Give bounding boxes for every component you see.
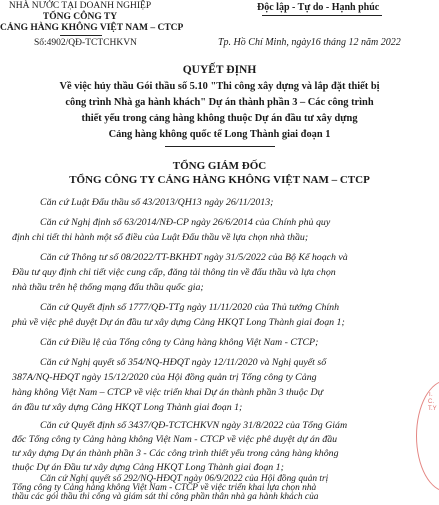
national-motto: Độc lập - Tự do - Hạnh phúc bbox=[257, 2, 380, 13]
authority-line-1: TỔNG GIÁM ĐỐC bbox=[172, 160, 267, 172]
subject-underline bbox=[165, 146, 275, 147]
issuer-line-3: CẢNG HÀNG KHÔNG VIỆT NAM – CTCP bbox=[0, 23, 184, 33]
body-line: 387A/NQ-HĐQT ngày 15/12/2020 của Hội đồng quản trị Tổng công ty Cảng bbox=[12, 372, 317, 383]
body-line: hàng không Việt Nam – CTCP về việc triển khai Dự án thành phần 3 thuộc Dự bbox=[12, 387, 324, 398]
subject-line-2: công trình Nhà ga hành khách" Dự án thành phần 3 – Các công trình bbox=[65, 97, 374, 108]
body-line: Căn cứ Điều lệ của Tổng công ty Cảng hàng không Việt Nam - CTCP; bbox=[40, 337, 319, 348]
body-line: Căn cứ Thông tư số 08/2022/TT-BKHĐT ngày 31/5/2022 của Bộ Kế hoạch và bbox=[40, 252, 348, 263]
issuer-line-2: TỔNG CÔNG TY bbox=[42, 12, 118, 22]
body-line: Căn cứ Quyết định số 1777/QĐ-TTg ngày 11/11/2020 của Thủ tướng Chính bbox=[40, 302, 340, 313]
issuer-line-1: NHÀ NƯỚC TẠI DOANH NGHIỆP bbox=[8, 1, 152, 11]
body-line: phủ về việc phê duyệt Dự án đầu tư xây dựng Cảng HKQT Long Thành giai đoạn 1; bbox=[12, 317, 345, 328]
body-line: đốc Tổng công ty Cảng hàng không Việt Nam - CTCP về việc phê duyệt dự án đầu bbox=[12, 434, 338, 445]
body-line: Căn cứ Luật Đấu thầu số 43/2013/QH13 ngày 26/11/2013; bbox=[40, 197, 274, 208]
issuer-underline bbox=[60, 35, 102, 36]
place-and-date: Tp. Hồ Chí Minh, ngày16 tháng 12 năm 2022 bbox=[218, 37, 401, 48]
subject-line-3: thiết yếu trong cảng hàng không thuộc Dự án đầu tư xây dựng bbox=[81, 113, 358, 124]
body-line: Căn cứ Quyết định số 3437/QĐ-TCTCHKVN ngày 31/8/2022 của Tổng Giám bbox=[40, 420, 348, 431]
body-line: Căn cứ Nghị quyết số 292/NQ-HĐQT ngày 06/9/2022 của Hội đồng quản trị bbox=[40, 474, 329, 484]
motto-underline bbox=[262, 15, 382, 16]
stamp-text: T.C.T.Y bbox=[428, 392, 437, 412]
subject-line-4: Cảng hàng không quốc tế Long Thành giai đoạn 1 bbox=[108, 129, 331, 140]
subject-line-1: Về việc hủy thầu Gói thầu số 5.10 "Thi công xây dựng và lắp đặt thiết bị bbox=[59, 81, 380, 92]
document-number: Số:4902/QĐ-TCTCHKVN bbox=[34, 38, 137, 48]
body-line: định chi tiết thi hành một số điều của Luật Đấu thầu về lựa chọn nhà thầu; bbox=[12, 232, 309, 243]
body-line: Căn cứ Nghị định số 63/2014/NĐ-CP ngày 26/6/2014 của Chính phủ quy bbox=[40, 217, 331, 228]
document-title: QUYẾT ĐỊNH bbox=[182, 64, 257, 76]
body-line: thầu các gói thầu thi công và giám sát thi công phần thân nhà ga hành khách của bbox=[12, 492, 319, 502]
body-line: thuộc Dự án Đầu tư xây dựng Cảng HKQT Long Thành giai đoạn 1; bbox=[12, 462, 284, 473]
body-line: Đầu tư quy định chi tiết việc cung cấp, đăng tải thông tin về đấu thầu và lựa chọn bbox=[12, 267, 336, 278]
body-line: nhà thầu trên hệ thống mạng đấu thầu quốc gia; bbox=[12, 282, 204, 293]
body-line: án đầu tư xây dựng Cảng HKQT Long Thành giai đoạn 1; bbox=[12, 402, 243, 413]
body-line: Căn cứ Nghị quyết số 354/NQ-HĐQT ngày 12/11/2020 và Nghị quyết số bbox=[40, 357, 327, 368]
body-line: tư xây dựng Dự án thành phần 3 - Các công trình thiết yếu trong cảng hàng không bbox=[12, 448, 339, 459]
authority-line-2: TỔNG CÔNG TY CẢNG HÀNG KHÔNG VIỆT NAM – CTCP bbox=[69, 174, 370, 186]
body-line: Tổng công ty Cảng hàng không Việt Nam - CTCP về việc triển khai lựa chọn nhà bbox=[12, 483, 317, 493]
